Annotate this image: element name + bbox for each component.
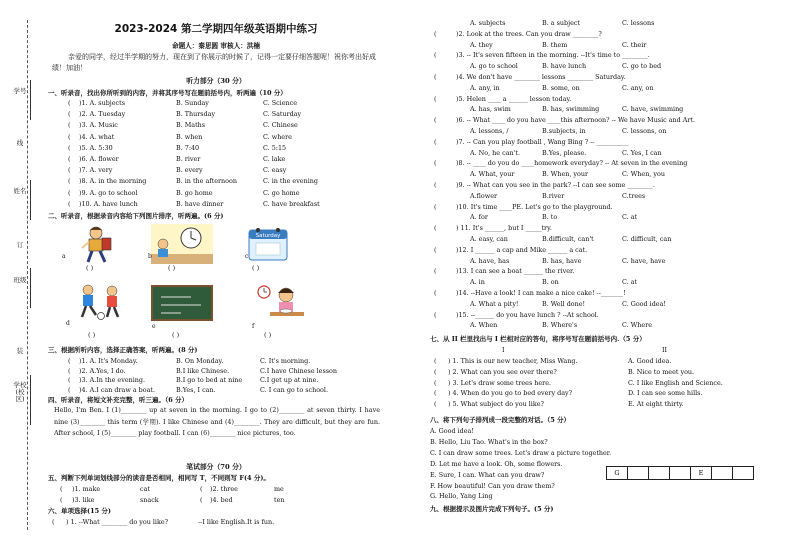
classroom-clock-icon [151,224,213,264]
choice-option: B.Yes, I can. [176,385,216,394]
choice-option: C. go to bed [622,62,662,71]
listening-choice-row [48,165,388,176]
order-answer-box: E [691,467,712,479]
choice-option: A. any, in [470,83,500,92]
section-7-title: 七、从 II 栏里找出与 I 栏相对应的答句，将序号写在题前括号内.（5 分） [430,335,646,343]
choice-option: C. Saturday [263,110,302,119]
multiple-choice-question [430,266,776,277]
multiple-choice-options [430,40,776,51]
answer-bracket: ( [68,376,71,385]
multiple-choice-question [430,202,776,213]
answer-bracket: ( [434,94,437,103]
listening-part-title: 听力部分（30 分） [186,77,246,85]
response-text: A. Good idea. [628,357,672,365]
order-answer-box: G [607,467,628,479]
question-text: )7. -- Can you play football , Wang Bing ? -- __________ [456,137,629,146]
match-row [430,399,776,410]
section-1-title: 一、听录音，找出你所听到的内容，并将其序号写在题前括号内，听两遍（10 分） [48,89,287,97]
choice-option: )2. A.Yes, I do. [79,366,126,375]
choice-option: B. when [176,132,203,141]
multiple-choice-options [430,256,776,267]
question-text: )2. Look at the trees. Can you draw ________? [456,29,602,38]
exam-authors: 命题人：秦思圆 审核人：洪楠 [171,42,260,50]
choice-option: C. 5:15 [263,143,287,152]
choice-option: B. Sunday [176,99,209,107]
picture-bracket-f: ( ) [264,331,272,339]
multiple-choice-question [430,137,776,148]
choice-option: A. easy, can [470,235,508,243]
picture-label-f: f [252,323,255,330]
gutter-underline [30,180,37,220]
choice-option: )5. A. 5:30 [79,143,113,152]
question-text: )15. --______ do you have lunch ? --At school. [456,310,599,319]
answer-bracket: ( [434,137,437,146]
choice-option: B. a subject [542,19,580,27]
dialogue-line [430,426,776,437]
exam-intro: 亲爱的同学，经过半学期的努力，现在到了你展示的时候了，记得一定要仔细答题呢！祝你考出好成绩！加油！ [52,53,376,72]
multiple-choice-question [430,180,776,191]
multiple-choice-options [430,299,776,310]
picture-a [74,224,130,264]
answer-bracket: ( [60,496,63,504]
answer-bracket: ( [434,181,437,189]
picture-bracket-e: ( ) [172,331,180,339]
multiple-choice-question [430,310,776,321]
choice-option: A. What a pity! [470,299,519,308]
written-part-title: 笔试部分（70 分） [186,463,246,471]
multiple-choice-options [430,148,776,159]
answer-bracket: ( [434,357,437,365]
choice-option: B. When, your [542,170,589,179]
match-row [430,388,776,399]
sentence-text: ) 2. What can you see over there? [448,367,557,376]
response-text: D. I can see some hills. [628,389,703,398]
choice-option: B. Well done! [542,299,586,308]
response-text: C. I like English and Science. [628,378,723,387]
section-8-answer-boxes [606,466,754,480]
choice-option: A. for [470,213,488,222]
listening-choice-row [48,176,388,187]
answer-bracket: ( [434,116,437,125]
phonics-row [48,484,388,495]
choice-option: B.I like Chinese. [176,366,230,375]
multiple-choice-options [430,212,776,223]
choice-option: )6. A. flower [79,155,119,163]
choice-option: C.I have Chinese lesson [260,366,337,375]
match-row [430,356,776,367]
question-text: )14. --Have a look! I can make a nice cake! --_______! [456,289,626,297]
answer-bracket: ( [200,496,203,504]
choice-option: C. Chinese [263,121,298,130]
section-2-title: 二、听录音，根据录音内容给下列图片排序，听两遍。(6 分) [48,212,224,220]
word: )4. bed [210,496,233,504]
multiple-choice-options [430,191,776,202]
gutter-label-bind: 订 [13,242,27,249]
section-8-title: 八、将下列句子排列成一段完整的对话。（5 分） [430,416,571,424]
choice-option: B. have dinner [176,199,224,208]
choice-option: C. have breakfast [263,199,320,208]
answer-bracket: ( [68,121,71,130]
boys-playing-football-icon [74,283,130,321]
choice-option: B.subjects, in [542,127,586,135]
listening-choice-row [48,188,388,199]
picture-f [256,283,308,323]
choice-option: C. lessons, on [622,127,667,135]
choice-option: )1. A. subjects [79,99,125,107]
answer-bracket: ( [434,29,437,38]
choice-option: B. on [542,278,559,287]
column-header-I: I [502,346,505,354]
answer-bracket: ( [434,159,437,168]
answer-bracket: ( [52,518,55,526]
listening-choice-row [48,154,388,165]
choice-option: C. lessons [622,19,655,27]
choice-option: C.I get up at nine. [260,376,319,385]
choice-option: C. go home [263,188,300,197]
multiple-choice-question [430,288,776,299]
answer-bracket: ( [434,224,437,233]
choice-option: )7. A. very [79,166,113,175]
section-5-title: 五、判断下列单词划线部分的读音是否相同，相同写 T，不同则写 F(4 分)。 [48,474,270,482]
sentence-text: ) 4. When do you go to bed every day? [448,389,573,398]
answer-bracket: ( [68,366,71,375]
choice-option: B. every [176,166,203,175]
multiple-choice-question [430,115,776,126]
sentence-text: ) 1. This is our new teacher, Miss Wang. [448,357,578,365]
dialogue-text: E. Sure, I can. What can you draw? [430,470,545,479]
order-answer-box [649,467,670,479]
multiple-choice-question [430,29,776,40]
choice-option: A. lessons, / [470,127,509,135]
sentence-text: ) 5. What subject do you like? [448,400,544,409]
word: ten [274,496,285,504]
choice-option: A. go to school [470,62,518,71]
answer-bracket: ( [68,199,71,208]
choice-option: C. It's morning. [260,357,311,365]
choice-option: )3. A. Music [79,121,118,130]
question-text: )12. I ______ a cap and Mike ______ a cat. [456,245,588,254]
choice-option: C. any, on [622,83,654,92]
answer-bracket: ( [434,202,437,211]
choice-option: B.difficult, can't [542,235,594,243]
choice-option: B. Where's [542,321,578,330]
choice-option: C. where [263,132,292,141]
multiple-choice-options [430,320,776,331]
answer-bracket: ( [68,177,71,186]
binding-gutter [0,0,40,550]
picture-label-d: d [66,320,70,327]
choice-option: C. I can go to school. [260,385,328,394]
answer-bracket: ( [68,143,71,152]
choice-option: A. When [470,321,498,330]
question-text: )9. -- What can you see in the park? --I can see some ________. [456,181,655,189]
word: cat [140,485,150,493]
section-7-column-headers [430,345,776,356]
choice-option: )4. A. what [79,132,115,141]
multiple-choice-question [430,223,776,234]
answer-bracket: ( [68,99,71,107]
choice-option: B. Thursday [176,110,216,119]
gutter-label-name: 姓名 [13,187,27,195]
answer-bracket: ( [60,485,63,493]
order-answer-box [628,467,649,479]
gutter-underline [30,375,37,425]
question-text: )10. It's time ____PE. Let's go to the playground. [456,202,613,211]
choice-option: C. at [622,278,638,287]
dialogue-text: B. Hello, Liu Tao. What's in the box? [430,437,548,446]
dialogue-line [430,448,776,459]
listening-choice-row [48,98,388,109]
listening-choice-row [48,143,388,154]
choice-option: B. to [542,213,558,222]
choice-option: B. go home [176,188,213,197]
dialogue-line [430,437,776,448]
answer-bracket: ( [200,485,203,493]
answer-bracket: ( [434,245,437,254]
choice-option: C. have, have [622,256,666,265]
question-text: )13. I can see a boat ______ the river. [456,267,575,276]
gutter-label-student-number: 学号 [13,87,27,95]
choice-option: )1. A. It's Monday. [79,357,138,365]
phonics-row [48,495,388,506]
question-text: )8. -- ____ do you do ____homework everyday? -- At seven in the evening [456,159,688,168]
choice-option: B. them [542,40,568,49]
answer-bracket: ( [434,378,437,387]
picture-label-b: b [148,253,152,260]
choice-option: C. When, you [622,170,665,179]
gutter-label-install: 装 [13,348,27,355]
choice-option: B.I go to bed at nine [176,376,243,385]
multiple-choice-question [430,94,776,105]
choice-option: C. have, swimming [622,105,684,114]
choice-option: )2. A. Tuesday [79,110,126,119]
choice-option: B.Yes, please. [542,148,587,157]
multiple-choice-options [430,18,776,29]
question-text: )5. Helen ____ a ______ lesson today. [456,94,572,103]
picture-bracket-d: ( ) [88,331,96,339]
answer-bracket: ( [68,166,71,175]
question-text: )4. We don't have ________ lessons ________ Saturday. [456,73,626,81]
picture-b [151,224,213,264]
question-text: )3. -- It's seven fifteen in the morning. --It's time to ________. [456,51,650,60]
choice-option: B. have lunch [542,62,587,71]
gutter-underline [30,80,37,120]
answer-bracket: ( [68,385,71,394]
response-text: E. At eight thirty. [628,400,684,409]
order-answer-box [733,467,753,479]
match-row [430,378,776,389]
question-text: ) 1. --What ________ do you like? [66,518,169,526]
girl-eating-clock-icon [256,283,308,323]
choice-option: C. at [622,213,638,222]
word: )2. three [210,485,238,493]
listening-choice-row [48,199,388,210]
sentence-text: ) 3. Let's draw some trees here. [448,378,552,387]
section-3-title: 三、根据所听内容，选择正确答案，听两遍。(8 分) [48,346,198,354]
dialogue-text: A. Good idea! [430,427,474,435]
choice-option: )4. A.I can draw a boat. [79,385,156,394]
choice-option: A. No, he can't. [470,148,520,157]
answer-bracket: ( [434,400,437,409]
binding-dashed-line [27,20,28,530]
picture-c [248,226,288,262]
dialogue-line [430,481,776,492]
order-answer-box [670,467,691,479]
choice-option: B. Maths [176,121,206,130]
question-text: )6. -- What ____ do you have ____this afternoon? -- We have Music and Art. [456,116,696,125]
word: snack [140,496,159,504]
answer-bracket: ( [434,289,437,297]
answer-bracket: ( [434,51,437,60]
picture-bracket-c: ( ) [252,264,260,272]
gutter-underline [30,268,37,308]
multiple-choice-question [430,158,776,169]
choice-option: A. in [470,278,485,287]
answer-bracket: ( [434,310,437,319]
choice-option: A. have, has [470,256,510,265]
gutter-label-line: 线 [13,140,27,147]
calendar-icon [248,226,288,262]
picture-d [74,283,130,321]
exam-title: 2023-2024 第二学期四年级英语期中练习 [114,23,318,35]
picture-e [151,285,213,321]
order-answer-box [712,467,733,479]
choice-option: C. Where [622,321,653,330]
choice-option: A. they [470,40,493,49]
answer-bracket: ( [68,155,71,163]
word: )1. make [72,485,101,493]
answer-bracket: ( [68,110,71,119]
section-4-title: 四、听录音，将短文补充完整，听三遍。（6 分） [48,396,189,404]
picture-label-c: c [245,253,249,260]
picture-label-e: e [152,323,156,330]
boy-with-backpack-icon [74,224,130,264]
picture-label-a: a [62,253,66,260]
multiple-choice-question [430,50,776,61]
choice-option: A. has, swim [470,105,511,114]
section-6-title: 六、单项选择(15 分) [48,507,111,515]
multiple-choice-options [430,61,776,72]
word: )3. like [72,496,95,504]
choice-option: C.trees [622,191,646,200]
word: me [274,485,284,493]
choice-option: B. in the afternoon [176,177,237,186]
dialogue-text: G. Hello, Yang Ling [430,492,493,501]
column-header-II: II [662,346,668,354]
multiple-choice-options [430,104,776,115]
choice-option: C. in the evening [263,177,318,186]
section-9-title: 九、根据提示及图片完成下列句子。(5 分) [430,505,554,513]
blackboard-icon [151,285,213,321]
answer-bracket: ( [434,367,437,376]
multiple-choice-question [430,245,776,256]
choice-option: C. easy [263,166,287,175]
multiple-choice-options [430,277,776,288]
dialogue-text: D. Let me have a look. Oh, some flowers. [430,459,563,468]
answer-bracket: ( [68,188,71,197]
choice-option: B. some, on [542,83,580,92]
response-text: B. Nice to meet you. [628,367,695,376]
calendar-day-text: Saturday [255,233,281,239]
multiple-choice-options [430,234,776,245]
choice-option: C. Yes, I can [622,148,662,157]
multiple-choice-options [430,126,776,137]
choice-option: )3. A.In the evening. [79,376,146,385]
listening-choice-row [48,120,388,131]
dialogue-text: F. How beautiful! Can you draw them? [430,481,555,490]
choice-option: C. lake [263,155,286,163]
choice-option: B. On Monday. [176,357,224,365]
multiple-choice-options [430,169,776,180]
dialogue-text: C. I can draw some trees. Let's draw a picture together. [430,448,612,457]
choice-option: B. has, swimming [542,105,600,114]
gutter-label-school: 学校(校区) [13,381,27,403]
answer-bracket: ( [434,389,437,398]
choice-option: B. river [176,155,201,163]
gutter-label-class: 班级 [13,276,27,284]
listening-choice-row [48,132,388,143]
answer-text: --I like English.It is fun. [198,518,275,526]
section-6-question-1 [48,517,388,528]
picture-bracket-b: ( ) [168,264,176,272]
listening-choice-row [48,109,388,120]
dialogue-line [430,491,776,502]
choice-option: A. What, your [470,170,515,179]
multiple-choice-question [430,72,776,83]
choice-option: A. subjects [470,19,506,27]
answer-bracket: ( [434,73,437,81]
choice-option: )10. A. have lunch [79,199,138,208]
section-4-passage: Hello, I'm Ben. I (1)________ up at seven in the morning. I go to (2)________ at seven thirty. I have nine (3)________ this term (学期). I like Chinese and (4)________. They are difficult, but they are fun. After school, I (5)________ play football. I can (6)________ nice pictures, too. [54,406,380,437]
choice-option: )8. A. in the morning [79,177,147,186]
choice-option: )9. A. go to school [79,188,138,197]
picture-bracket-a: ( ) [86,264,94,272]
choice-option: C. Science [263,99,297,107]
choice-option: B. 7:40 [176,143,200,152]
answer-bracket: ( [68,357,71,365]
answer-bracket: ( [434,267,437,276]
choice-option: B.river [542,191,565,200]
match-row [430,367,776,378]
answer-bracket: ( [68,132,71,141]
multiple-choice-options [430,83,776,94]
choice-option: C. Good idea! [622,299,666,308]
choice-option: C. their [622,40,647,49]
choice-option: C. difficult, can [622,235,672,243]
question-text: ) 11. It's ______, but I _____try. [456,224,552,233]
choice-option: B. has, have [542,256,582,265]
choice-option: A.flower [470,191,498,200]
